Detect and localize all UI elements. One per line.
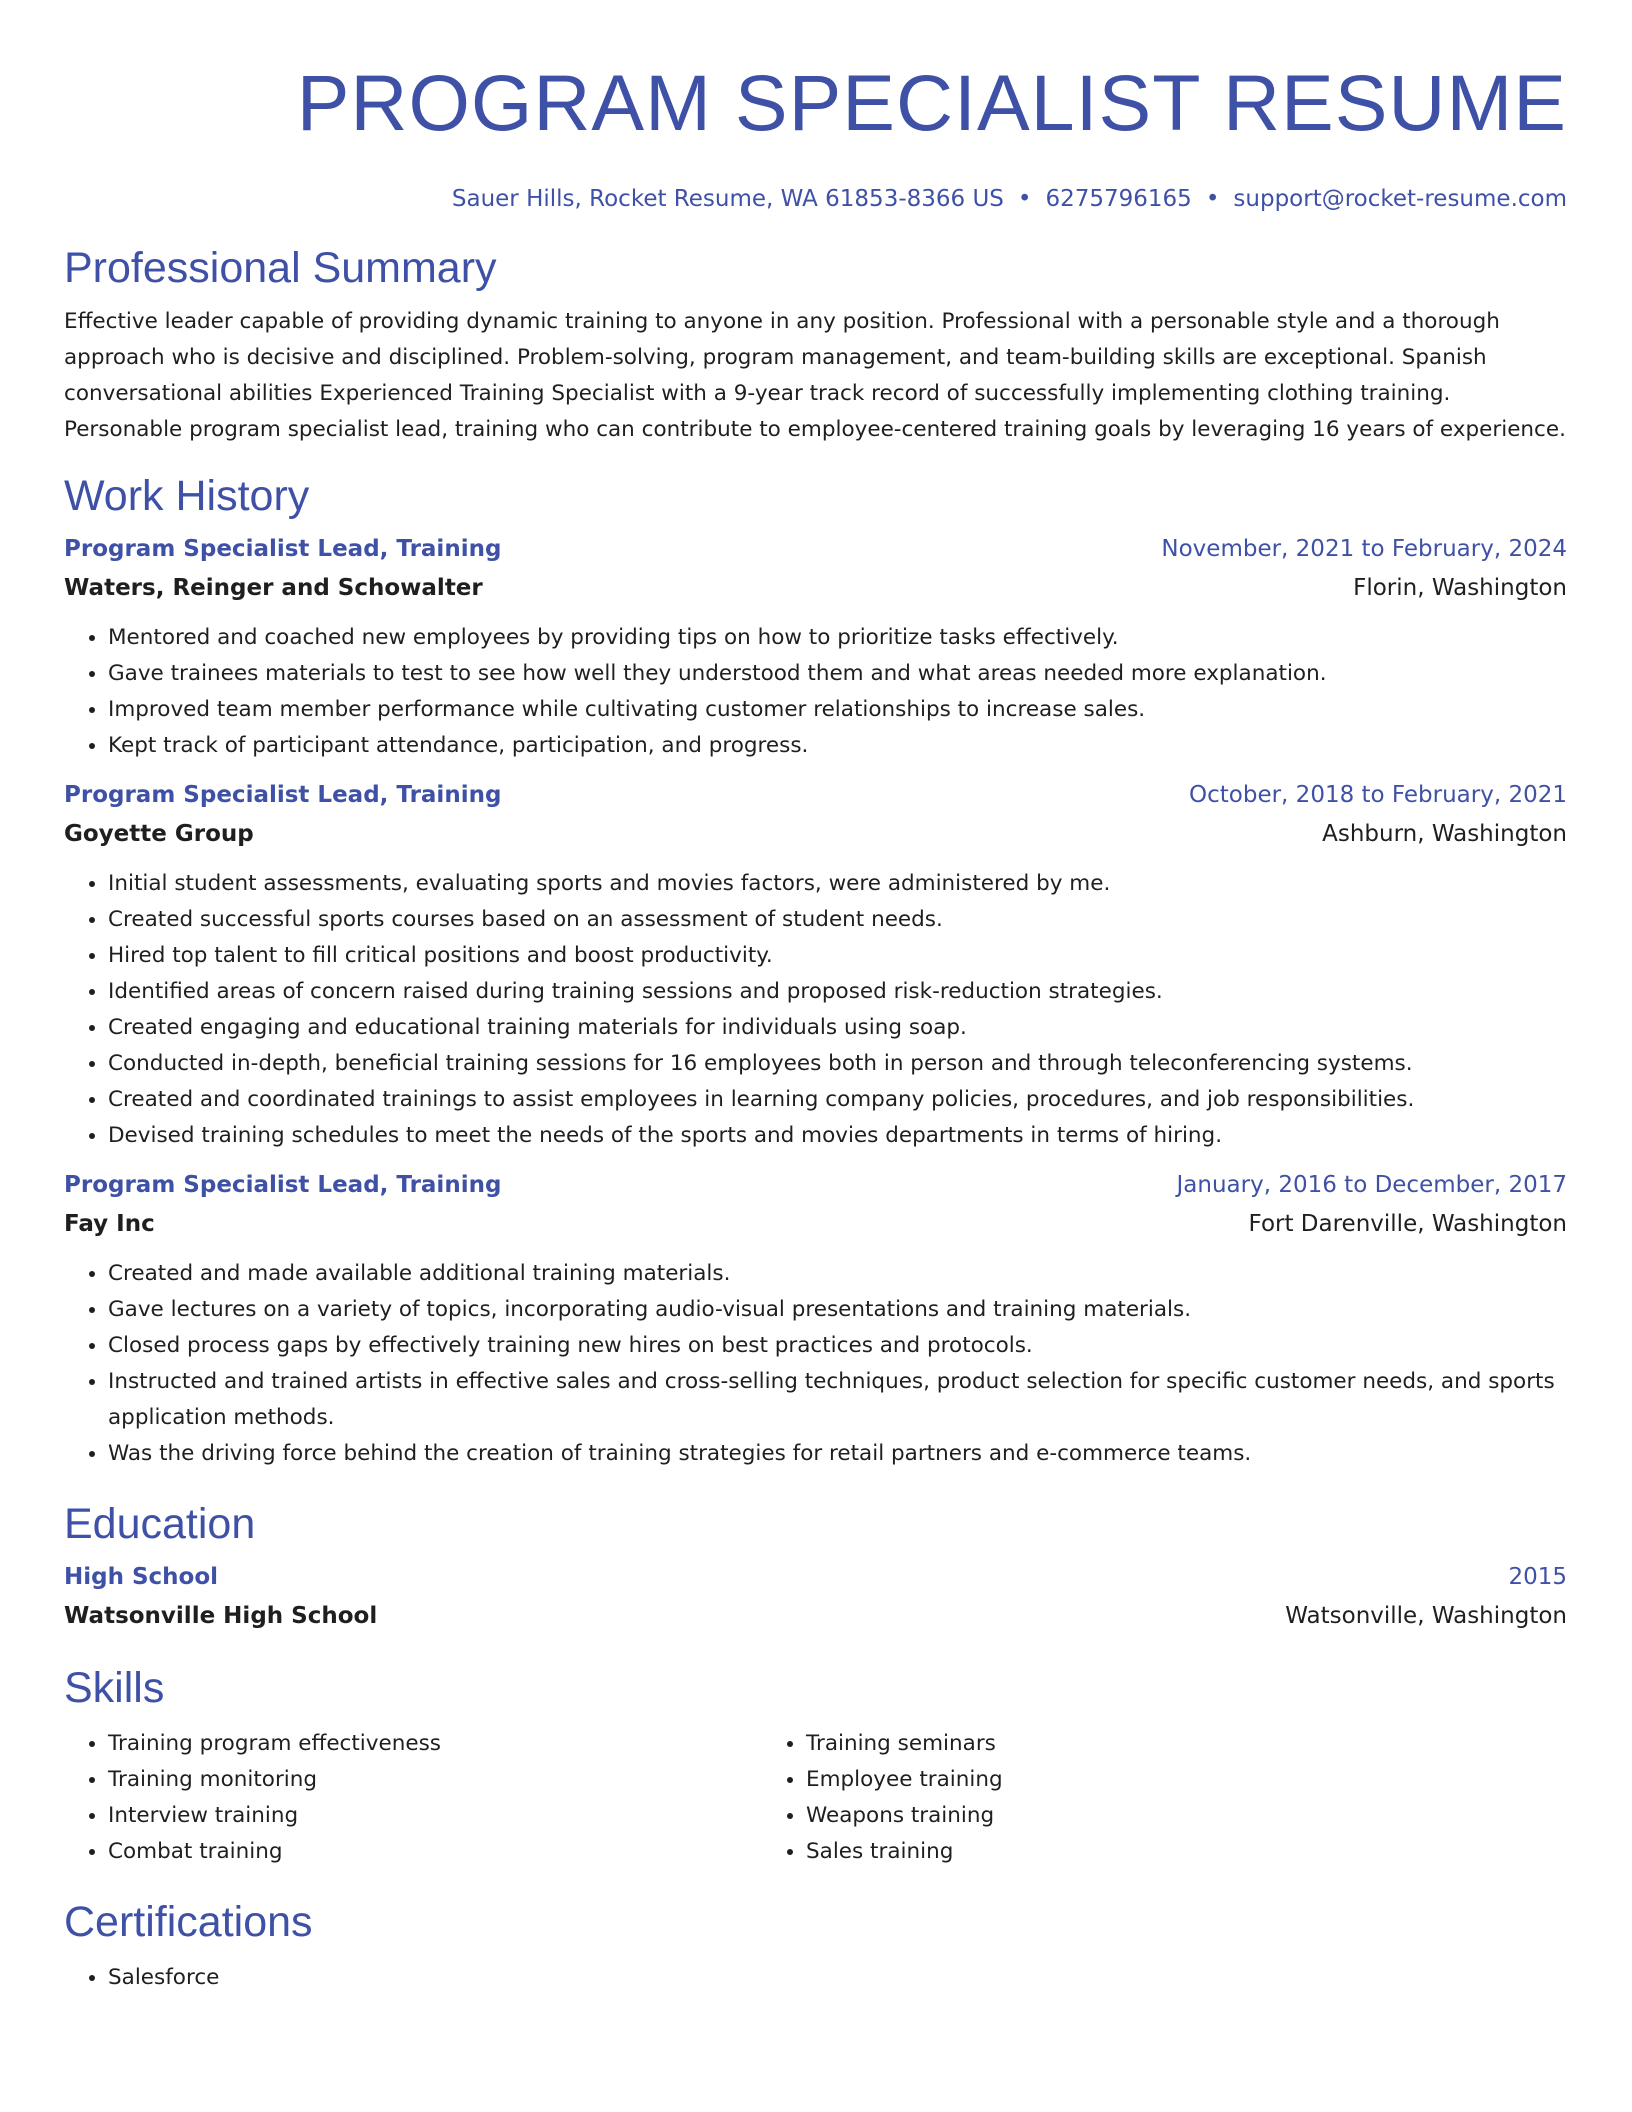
- job-location: Fort Darenville, Washington: [1248, 1211, 1567, 1237]
- list-item: • Created engaging and educational training materials for individuals using soap.: [108, 1010, 1567, 1046]
- job-title-row: [64, 776, 1567, 815]
- list-item: • Kept track of participant attendance, participation, and progress.: [108, 728, 1567, 764]
- separator-dot: •: [1017, 186, 1032, 212]
- skill-item: • Employee training: [806, 1762, 1460, 1798]
- separator-dot: •: [1205, 186, 1220, 212]
- job-company: Fay Inc: [64, 1211, 155, 1237]
- education-location: Watsonville, Washington: [1285, 1603, 1567, 1629]
- work-history-section: [64, 470, 1567, 1472]
- skill-item: • Training program effectiveness: [108, 1726, 762, 1762]
- job-company: Goyette Group: [64, 821, 254, 847]
- list-item: • Created successful sports courses based on an assessment of student needs.: [108, 902, 1567, 938]
- job-location: Florin, Washington: [1353, 575, 1567, 601]
- skill-item: • Combat training: [108, 1834, 762, 1870]
- skills-list-right: [762, 1726, 1460, 1870]
- list-item: • Was the driving force behind the creation of training strategies for retail partners and e-commerce teams.: [108, 1436, 1567, 1472]
- job-title-row: [64, 1166, 1567, 1205]
- address: Sauer Hills, Rocket Resume, WA 61853-8366 US: [451, 186, 1004, 212]
- email-link[interactable]: support@rocket-resume.com: [1233, 186, 1567, 212]
- list-item: • Created and coordinated trainings to assist employees in learning company policies, procedures, and job responsibilities.: [108, 1082, 1567, 1118]
- job-company-row: [64, 1205, 1567, 1244]
- education-year: 2015: [1508, 1564, 1567, 1590]
- list-item: • Closed process gaps by effectively training new hires on best practices and protocols.: [108, 1328, 1567, 1364]
- certifications-list: [64, 1960, 1567, 1996]
- list-item: • Gave trainees materials to test to see how well they understood them and what areas needed more explanation.: [108, 656, 1567, 692]
- section-title-certifications: Certifications: [64, 1898, 313, 1946]
- skills-columns: [64, 1726, 1567, 1870]
- job-title: Program Specialist Lead, Training: [64, 1172, 502, 1198]
- job-dates: November, 2021 to February, 2024: [1161, 536, 1567, 562]
- job-title: Program Specialist Lead, Training: [64, 536, 502, 562]
- skill-item: • Training monitoring: [108, 1762, 762, 1798]
- job-entry: [64, 530, 1567, 764]
- section-title-education: Education: [64, 1500, 256, 1548]
- job-location: Ashburn, Washington: [1322, 821, 1567, 847]
- phone: 6275796165: [1045, 186, 1192, 212]
- section-title-summary: Professional Summary: [64, 244, 497, 292]
- contact-line: [64, 184, 1567, 214]
- list-item: • Conducted in-depth, beneficial training sessions for 16 employees both in person and through teleconferencing systems.: [108, 1046, 1567, 1082]
- list-item: • Hired top talent to fill critical positions and boost productivity.: [108, 938, 1567, 974]
- education-school-row: [64, 1597, 1567, 1636]
- job-bullets: [64, 1256, 1567, 1472]
- job-bullets: [64, 866, 1567, 1154]
- job-company-row: [64, 815, 1567, 854]
- list-item: • Gave lectures on a variety of topics, incorporating audio-visual presentations and training materials.: [108, 1292, 1567, 1328]
- section-title-skills: Skills: [64, 1664, 165, 1712]
- job-title: Program Specialist Lead, Training: [64, 782, 502, 808]
- certification-item: • Salesforce: [108, 1960, 1567, 1996]
- list-item: • Identified areas of concern raised during training sessions and proposed risk-reduction strategies.: [108, 974, 1567, 1010]
- job-dates: January, 2016 to December, 2017: [1176, 1172, 1567, 1198]
- list-item: • Created and made available additional training materials.: [108, 1256, 1567, 1292]
- certifications-section: [64, 1896, 1567, 1996]
- job-dates: October, 2018 to February, 2021: [1189, 782, 1567, 808]
- skills-list-left: [64, 1726, 762, 1870]
- list-item: • Instructed and trained artists in effective sales and cross-selling techniques, product selection for specific customer needs, and sports application methods.: [108, 1364, 1567, 1436]
- job-entry: [64, 1166, 1567, 1472]
- education-section: [64, 1498, 1567, 1636]
- list-item: • Improved team member performance while cultivating customer relationships to increase sales.: [108, 692, 1567, 728]
- list-item: • Mentored and coached new employees by providing tips on how to prioritize tasks effectively.: [108, 620, 1567, 656]
- summary-text: Effective leader capable of providing dynamic training to anyone in any position. Professional with a personable style and a thorough approach who is decisive and disciplined. Problem-solving, program management, and team-building skills are exceptional. Spanish conversational abilities Experienced Training Specialist with a 9-year track record of successfully implementing clothing training. Personable program specialist lead, training who can contribute to employee-centered training goals by leveraging 16 years of experience.: [64, 309, 1566, 442]
- skill-item: • Interview training: [108, 1798, 762, 1834]
- resume-header: [64, 0, 1567, 214]
- education-degree: High School: [64, 1564, 219, 1590]
- job-title-row: [64, 530, 1567, 569]
- skill-item: • Training seminars: [806, 1726, 1460, 1762]
- education-school: Watsonville High School: [64, 1603, 378, 1629]
- job-entry: [64, 776, 1567, 1154]
- resume-title: PROGRAM SPECIALIST RESUME: [296, 58, 1567, 147]
- list-item: • Devised training schedules to meet the needs of the sports and movies departments in terms of hiring.: [108, 1118, 1567, 1154]
- summary-section: [64, 242, 1567, 448]
- list-item: • Initial student assessments, evaluating sports and movies factors, were administered by me.: [108, 866, 1567, 902]
- education-degree-row: [64, 1558, 1567, 1597]
- resume-page: [64, 0, 1567, 1996]
- skill-item: • Weapons training: [806, 1798, 1460, 1834]
- skills-section: [64, 1662, 1567, 1870]
- section-title-work: Work History: [64, 472, 310, 520]
- job-company-row: [64, 569, 1567, 608]
- skill-item: • Sales training: [806, 1834, 1460, 1870]
- job-company: Waters, Reinger and Schowalter: [64, 575, 483, 601]
- job-bullets: [64, 620, 1567, 764]
